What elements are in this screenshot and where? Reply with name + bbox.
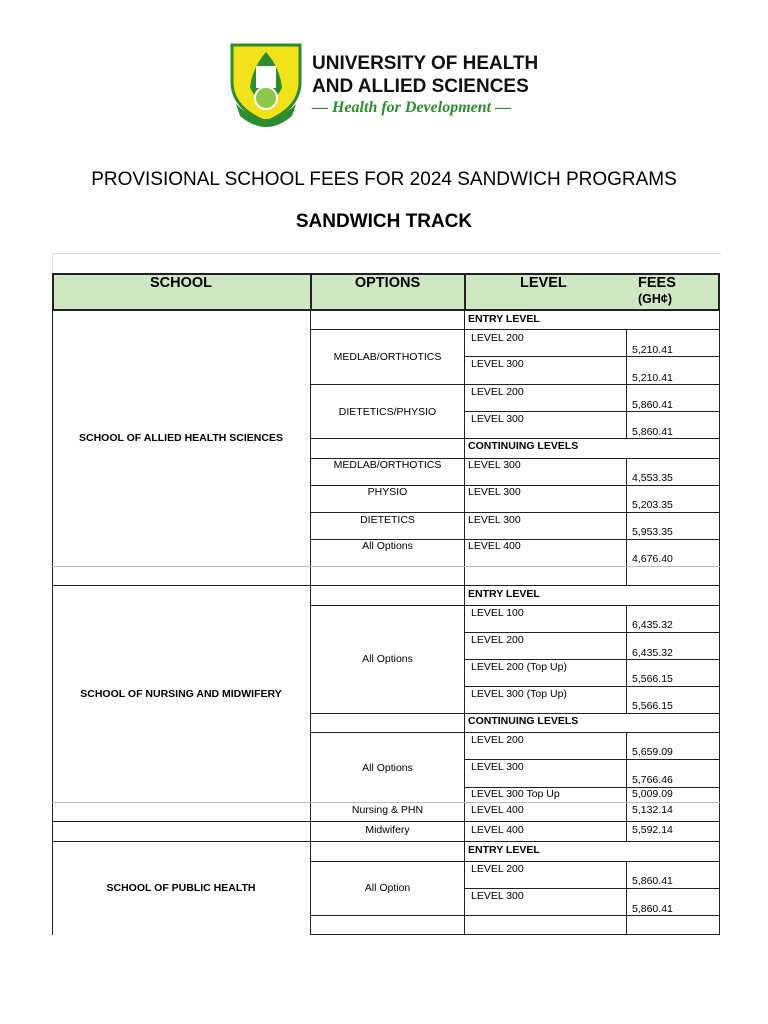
level-cell: LEVEL 200 — [471, 386, 524, 398]
level-cell: LEVEL 300 — [471, 358, 524, 370]
fee-cell: 4,553.35 — [632, 472, 673, 484]
level-cell: LEVEL 400 — [468, 540, 521, 552]
level-cell: LEVEL 400 — [471, 824, 524, 836]
section-label-continuing-levels: CONTINUING LEVELS — [468, 440, 579, 452]
level-cell: LEVEL 300 — [471, 413, 524, 425]
fee-cell: 5,953.35 — [632, 526, 673, 538]
level-cell: LEVEL 200 — [471, 634, 524, 646]
fee-cell: 4,676.40 — [632, 553, 673, 565]
university-logo-block — [228, 42, 558, 132]
fee-cell: 5,132.14 — [632, 804, 673, 816]
column-header-school: SCHOOL — [149, 275, 213, 291]
option-medlab-orthotics: MEDLAB/ORTHOTICS — [333, 351, 442, 363]
level-cell: LEVEL 300 — [468, 514, 521, 526]
level-cell: LEVEL 300 Top Up — [471, 788, 560, 800]
option-all-options: All Options — [362, 762, 413, 774]
section-label-entry-level: ENTRY LEVEL — [468, 313, 540, 325]
option-cell: PHYSIO — [367, 486, 408, 498]
section-label-continuing-levels: CONTINUING LEVELS — [468, 715, 579, 727]
column-header-fees: FEES — [638, 275, 676, 291]
level-cell: LEVEL 200 — [471, 863, 524, 875]
university-name-line1: UNIVERSITY OF HEALTH — [312, 53, 539, 74]
option-cell: Midwifery — [365, 824, 410, 836]
level-cell: LEVEL 300 (Top Up) — [471, 688, 567, 700]
school-name-allied-health: SCHOOL OF ALLIED HEALTH SCIENCES — [79, 432, 283, 444]
option-cell: Nursing & PHN — [351, 804, 424, 816]
level-cell: LEVEL 300 — [471, 890, 524, 902]
level-cell: LEVEL 100 — [471, 607, 524, 619]
level-cell: LEVEL 300 — [468, 486, 521, 498]
university-crest-icon — [228, 42, 304, 132]
level-cell: LEVEL 300 — [471, 761, 524, 773]
fee-cell: 5,566.15 — [632, 700, 673, 712]
level-cell: LEVEL 400 — [471, 804, 524, 816]
option-all-option: All Option — [364, 882, 411, 894]
fee-cell: 5,766.46 — [632, 774, 673, 786]
fee-cell: 5,659.09 — [632, 746, 673, 758]
option-all-options: All Options — [362, 653, 413, 665]
option-cell: All Options — [362, 540, 413, 552]
school-name-public-health: SCHOOL OF PUBLIC HEALTH — [106, 882, 256, 894]
university-name — [312, 52, 538, 98]
fee-cell: 5,860.41 — [632, 426, 673, 438]
option-dietetics-physio: DIETETICS/PHYSIO — [338, 406, 437, 418]
column-header-level: LEVEL — [520, 275, 567, 291]
university-name-line2: AND ALLIED SCIENCES — [312, 76, 529, 97]
option-cell: DIETETICS — [360, 514, 415, 526]
fee-cell: 5,210.41 — [632, 372, 673, 384]
fee-cell: 5,860.41 — [632, 399, 673, 411]
track-title: SANDWICH TRACK — [295, 211, 473, 232]
option-cell: MEDLAB/ORTHOTICS — [333, 459, 442, 471]
fee-cell: 5,860.41 — [632, 875, 673, 887]
column-header-options: OPTIONS — [354, 275, 421, 291]
level-cell: LEVEL 300 — [468, 459, 521, 471]
fee-cell: 5,210.41 — [632, 344, 673, 356]
fee-cell: 5,860.41 — [632, 903, 673, 915]
fee-cell: 6,435.32 — [632, 619, 673, 631]
school-name-nursing-midwifery: SCHOOL OF NURSING AND MIDWIFERY — [80, 688, 282, 700]
university-motto: — Health for Development — — [312, 99, 512, 116]
level-cell: LEVEL 200 — [471, 734, 524, 746]
fee-cell: 5,009.09 — [632, 788, 673, 800]
column-header-fees-unit: (GH¢) — [638, 292, 673, 306]
fee-cell: 5,566.15 — [632, 673, 673, 685]
document-title: PROVISIONAL SCHOOL FEES FOR 2024 SANDWICH PROGRAMS — [91, 169, 677, 190]
fee-cell: 6,435.32 — [632, 647, 673, 659]
empty-row-divider — [52, 253, 721, 274]
level-cell: LEVEL 200 (Top Up) — [471, 661, 567, 673]
section-label-entry-level: ENTRY LEVEL — [468, 588, 540, 600]
fee-cell: 5,592.14 — [632, 824, 673, 836]
level-cell: LEVEL 200 — [471, 332, 524, 344]
fee-cell: 5,203.35 — [632, 499, 673, 511]
section-label-entry-level: ENTRY LEVEL — [468, 844, 540, 856]
